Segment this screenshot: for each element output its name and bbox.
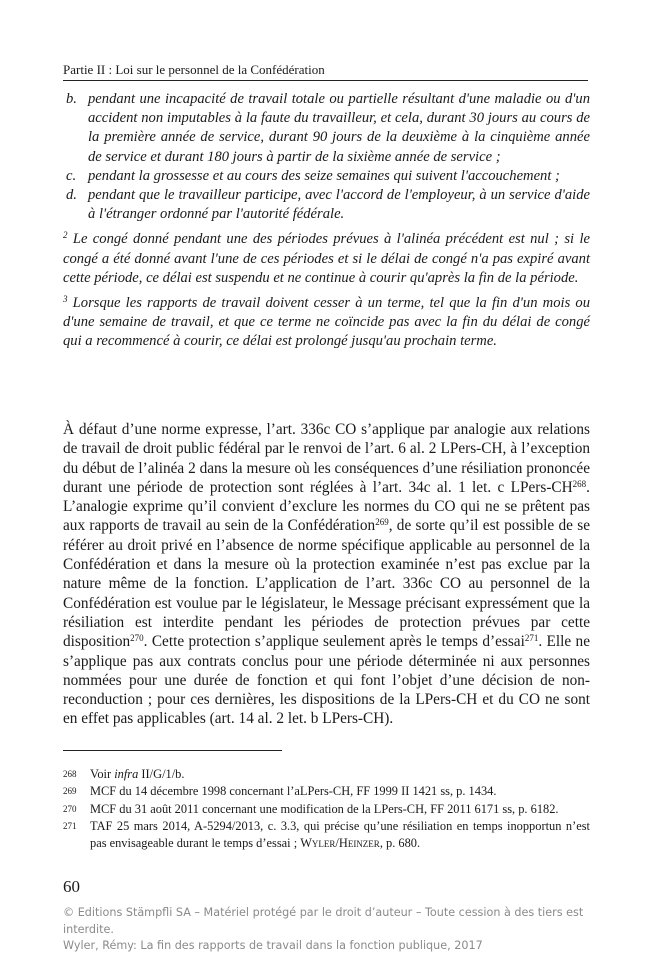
footnote-ref[interactable]: 271 bbox=[524, 633, 539, 644]
page-number: 60 bbox=[63, 877, 80, 896]
quoted-law-text bbox=[63, 90, 590, 352]
footnote-text: TAF 25 mars 2014, A-5294/2013, c. 3.3, qui précise qu’une résiliation en temps inopportun n’est pas envisageable durant le temps d’essai ; bbox=[90, 819, 590, 850]
footnote-text: MCF du 14 décembre 1998 concernant l’aLPers-CH, FF 1999 II 1421 ss, p. 1434. bbox=[90, 784, 497, 799]
running-header: Partie II : Loi sur le personnel de la Confédération bbox=[63, 62, 325, 77]
footnote-text: MCF du 31 août 2011 concernant une modification de la LPers-CH, FF 2011 6171 ss, p. 6182. bbox=[90, 801, 559, 816]
footnote-268 bbox=[63, 766, 590, 782]
paragraph-number: 2 bbox=[63, 230, 68, 241]
list-letter: d. bbox=[66, 187, 77, 204]
citation-line: Wyler, Rémy: La fin des rapports de travail dans la fonction publique, 2017 bbox=[63, 939, 483, 952]
body-text-segment: , de sorte qu’il est possible de se référer au droit privé en l’absence de norme spécifique applicable au personnel de la Confédération et dans la mesure où la protection examinée n’est pas exclue par la nature même de la fonction. L’application de l’art. 336c CO au personnel de la Confédération est voulue par le législateur, le Message précisant expressément que la résiliation est interdite pendant les périodes de protection prévues par cette disposition bbox=[63, 517, 590, 651]
body-text-segment: . L’analogie exprime qu’il convient d’exclure les normes du CO qui ne se prêtent pas aux rapports de travail au sein de la Confédération bbox=[63, 478, 590, 535]
footnote-number: 268 bbox=[63, 769, 77, 779]
paragraph-text: Le congé donné pendant une des périodes prévues à l'alinéa précédent est nul ; si le congé a été donné avant l'une de ces périodes et si le délai de congé n'a pas expiré avant cette période, ce délai est suspendu et ne continue à courir qu'après la fin de la période. bbox=[63, 231, 590, 286]
author-names: Wyler/Heinzer bbox=[300, 835, 380, 850]
body-text-segment: À défaut d’une norme expresse, l’art. 336c CO s’applique par analogie aux relations de travail de droit public fédéral par le renvoi de l’art. 6 al. 2 LPers-CH, à l’exception du début de l’alinéa 2 dans la mesure où les conséquences d’une résiliation prononcée durant une période de protection sont réglées à l’art. 34c al. 1 let. c LPers-CH bbox=[63, 421, 590, 496]
footnote-ref[interactable]: 268 bbox=[572, 478, 587, 489]
list-item-d bbox=[63, 186, 590, 224]
footnote-text: Voir bbox=[90, 767, 115, 781]
footnotes bbox=[63, 766, 590, 852]
list-letter: b. bbox=[66, 91, 77, 107]
body-text-segment: . Elle ne s’applique pas aux contrats conclus pour une période déterminée ni aux personnes nommées pour une durée de fonction et qui font l’objet d’une décision de non-reconduction ; pour ces dernières, les dispositions de la LPers-CH et du CO ne sont en effet pas applicables (art. 14 al. 2 let. b LPers-CH). bbox=[63, 633, 590, 728]
body-paragraph bbox=[63, 420, 590, 729]
footnote-divider bbox=[63, 750, 282, 751]
quote-paragraph-2 bbox=[63, 230, 590, 288]
paragraph-number: 3 bbox=[63, 294, 68, 305]
footnote-number: 270 bbox=[63, 803, 77, 814]
footnote-number: 269 bbox=[63, 786, 77, 797]
footnote-270 bbox=[63, 801, 590, 817]
footnote-ref[interactable]: 269 bbox=[375, 517, 389, 528]
list-text: pendant une incapacité de travail totale ou partielle résultant d'une maladie ou d'un accident non imputables à la faute du travailleur, et cela, durant 30 jours au cours de la première année de service, durant 90 jours de la deuxième à la cinquième année de service et durant 180 jours à partir de la sixième année de service ; bbox=[88, 91, 590, 165]
list-letter: c. bbox=[66, 167, 77, 184]
quote-paragraph-3 bbox=[63, 294, 590, 352]
list-text: pendant la grossesse et au cours des seize semaines qui suivent l'accouchement ; bbox=[88, 167, 560, 184]
header-divider bbox=[63, 80, 588, 81]
footnote-emphasis: infra bbox=[114, 767, 139, 781]
footnote-text: II/G/1/b. bbox=[138, 767, 185, 781]
copyright-notice bbox=[63, 905, 593, 955]
list-item-c bbox=[63, 167, 590, 186]
body-text-segment: . Cette protection s’applique seulement après le temps d’essai bbox=[143, 633, 525, 651]
list-text: pendant que le travailleur participe, avec l'accord de l'employeur, à un service d'aide à l'étranger ordonné par l'autorité fédérale. bbox=[88, 187, 590, 223]
footnote-number: 271 bbox=[63, 821, 77, 832]
footnote-271 bbox=[63, 818, 590, 851]
footnote-ref[interactable]: 270 bbox=[130, 633, 144, 644]
footnote-269 bbox=[63, 783, 590, 799]
paragraph-text: Lorsque les rapports de travail doivent cesser à un terme, tel que la fin d'un mois ou d'une semaine de travail, et que ce terme ne coïncide pas avec la fin du délai de congé qui a recommencé à courir, ce délai est prolongé jusqu'au prochain terme. bbox=[63, 295, 590, 350]
list-item-b bbox=[63, 90, 590, 167]
footnote-text: , p. 680. bbox=[379, 835, 421, 850]
copyright-line: © Editions Stämpfli SA – Matériel protégé par le droit d’auteur – Toute cession à des tiers est interdite. bbox=[63, 906, 584, 936]
